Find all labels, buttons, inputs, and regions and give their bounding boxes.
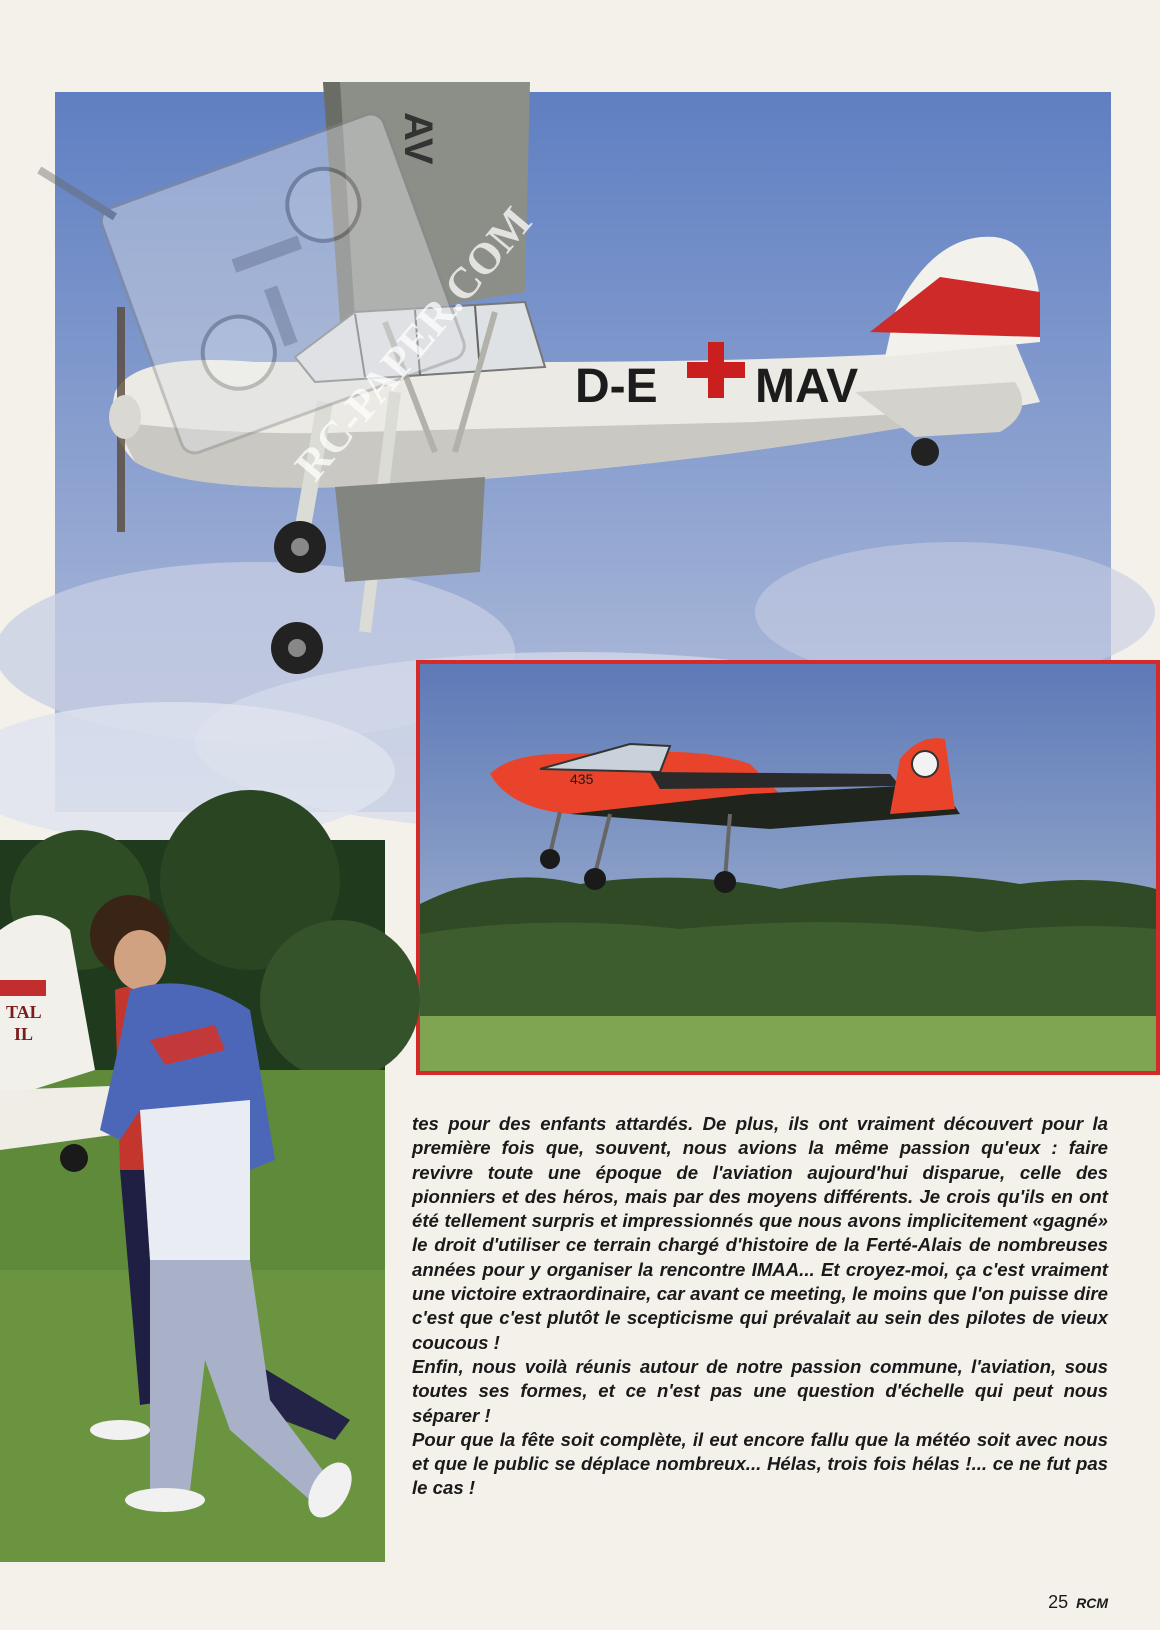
watermark-text: RC-PAPER.COM	[285, 197, 542, 490]
wing-lettering: AV	[396, 112, 440, 165]
article-paragraph-2: Enfin, nous voilà réunis autour de notre passion commune, l'aviation, sous toutes ses formes, et ce n'est pas une question d'échelle qui peut nous séparer !	[412, 1355, 1108, 1426]
model-banner-line1: TAL	[6, 1002, 42, 1022]
page-footer	[1048, 1592, 1108, 1613]
page-number: 25	[1048, 1592, 1069, 1612]
registration-left: D-E	[575, 360, 658, 413]
fuselage-number: 435	[570, 771, 594, 787]
registration-right: MAV	[755, 360, 859, 413]
article-paragraph-3: Pour que la fête soit complète, il eut encore fallu que la météo soit avec nous et que le public se déplace nombreux... Hélas, trois fois hélas !... ce ne fut pas le cas !	[412, 1428, 1108, 1499]
photo-bronco-aircraft	[416, 660, 1160, 1075]
photo-pilots-with-model	[0, 840, 385, 1562]
article-text	[412, 1112, 1108, 1501]
magazine-name: RCM	[1076, 1595, 1108, 1611]
article-paragraph-1: tes pour des enfants attardés. De plus, ils ont vraiment découvert pour la première fois que, souvent, nous avions la même passion qu'eux : faire revivre toute une époque de l'aviation aujourd'hui disparue, celle des pionniers et des héros, mais par des moyens différents. Je crois qu'ils en ont été tellement surpris et impressionnés que nous avons implicitement «gagné» le droit d'utiliser ce terrain chargé d'histoire de la Ferté-Alais de nombreuses années pour y organiser la rencontre IMAA... Et croyez-moi, ça c'est vraiment une victoire extraordinaire, car avant ce meeting, le moins que l'on puisse dire c'est que c'est plutôt le scepticisme qui prévalait au sein des pilotes de vieux coucous !	[412, 1113, 1108, 1353]
watermark-stamp	[95, 86, 542, 490]
model-banner-line2: IL	[14, 1024, 34, 1044]
